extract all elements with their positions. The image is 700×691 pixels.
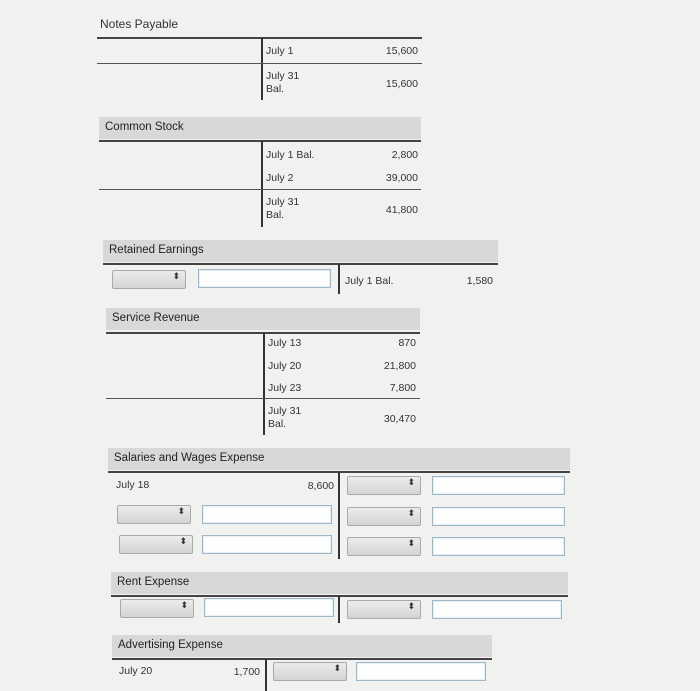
entry-label: July 1 Bal.: [345, 275, 394, 287]
t-account-topline: [103, 263, 498, 265]
entry-value: 2,800: [391, 149, 418, 161]
entry-value: 1,580: [466, 275, 493, 287]
rent-expense-title: Rent Expense: [117, 576, 190, 588]
account-select[interactable]: [347, 600, 421, 619]
amount-input[interactable]: [204, 598, 334, 617]
amount-input[interactable]: [432, 476, 565, 495]
entry-label: July 2: [266, 172, 294, 184]
t-account-topline: [112, 658, 492, 660]
balance-label-2: Bal.: [266, 209, 285, 221]
advertising-expense-header: [112, 635, 492, 657]
t-account-divider: [338, 472, 340, 559]
entry-value: 8,600: [307, 480, 334, 492]
advertising-expense-title: Advertising Expense: [118, 639, 223, 651]
amount-input[interactable]: [198, 269, 331, 288]
account-select[interactable]: [347, 476, 421, 495]
account-select[interactable]: [347, 537, 421, 556]
balance-label-2: Bal.: [268, 418, 287, 430]
balance-label: July 31: [266, 196, 300, 208]
select-arrow-icon: ⬍: [172, 271, 180, 281]
amount-input[interactable]: [432, 507, 565, 526]
balance-label: July 31: [266, 70, 300, 82]
account-select[interactable]: [273, 662, 347, 681]
entry-value: 21,800: [383, 360, 416, 372]
entry-label: July 23: [268, 382, 302, 394]
balance-label-2: Bal.: [266, 83, 285, 95]
entry-label: July 20: [268, 360, 302, 372]
retained-earnings-header: [103, 240, 498, 262]
service-revenue-header: [106, 308, 420, 330]
balance-value: 30,470: [383, 413, 416, 425]
select-arrow-icon: ⬍: [407, 508, 415, 518]
retained-earnings-title: Retained Earnings: [109, 244, 204, 256]
entry-label: July 1 Bal.: [266, 149, 315, 161]
amount-input[interactable]: [202, 535, 332, 554]
account-select[interactable]: [112, 270, 186, 289]
balance-line: [106, 398, 420, 399]
notes-payable-title: Notes Payable: [100, 17, 179, 31]
t-account-divider: [338, 264, 340, 294]
common-stock-title: Common Stock: [105, 121, 184, 133]
balance-value: 15,600: [385, 78, 418, 90]
t-account-divider: [261, 141, 263, 227]
entry-label: July 1: [266, 45, 294, 57]
salaries-wages-title: Salaries and Wages Expense: [114, 452, 265, 464]
entry-value: 39,000: [385, 172, 418, 184]
select-arrow-icon: ⬍: [407, 601, 415, 611]
balance-line: [99, 189, 421, 190]
entry-value: 870: [398, 337, 416, 349]
amount-input[interactable]: [432, 600, 562, 619]
t-account-divider: [338, 596, 340, 623]
balance-label: July 31: [268, 405, 302, 417]
select-arrow-icon: ⬍: [180, 600, 188, 610]
balance-line: [97, 63, 422, 64]
entry-value: 7,800: [389, 382, 416, 394]
t-account-divider: [265, 659, 267, 691]
t-account-topline: [111, 595, 568, 597]
entry-label: July 13: [268, 337, 302, 349]
common-stock-header: [99, 117, 421, 139]
select-arrow-icon: ⬍: [179, 536, 187, 546]
balance-value: 41,800: [385, 204, 418, 216]
account-select[interactable]: [120, 599, 194, 618]
rent-expense-header: [111, 572, 568, 594]
amount-input[interactable]: [432, 537, 565, 556]
entry-value: 1,700: [233, 666, 260, 678]
select-arrow-icon: ⬍: [333, 663, 341, 673]
t-account-topline: [97, 37, 422, 39]
service-revenue-title: Service Revenue: [112, 312, 200, 324]
t-account-topline: [99, 140, 421, 142]
select-arrow-icon: ⬍: [407, 477, 415, 487]
select-arrow-icon: ⬍: [177, 506, 185, 516]
entry-value: 15,600: [385, 45, 418, 57]
entry-label: July 18: [116, 479, 150, 491]
salaries-wages-header: [108, 448, 570, 470]
account-select[interactable]: [117, 505, 191, 524]
amount-input[interactable]: [202, 505, 332, 524]
account-select[interactable]: [119, 535, 193, 554]
amount-input[interactable]: [356, 662, 486, 681]
account-select[interactable]: [347, 507, 421, 526]
entry-label: July 20: [119, 665, 153, 677]
t-account-divider: [261, 38, 263, 100]
t-account-divider: [263, 333, 265, 435]
select-arrow-icon: ⬍: [407, 538, 415, 548]
